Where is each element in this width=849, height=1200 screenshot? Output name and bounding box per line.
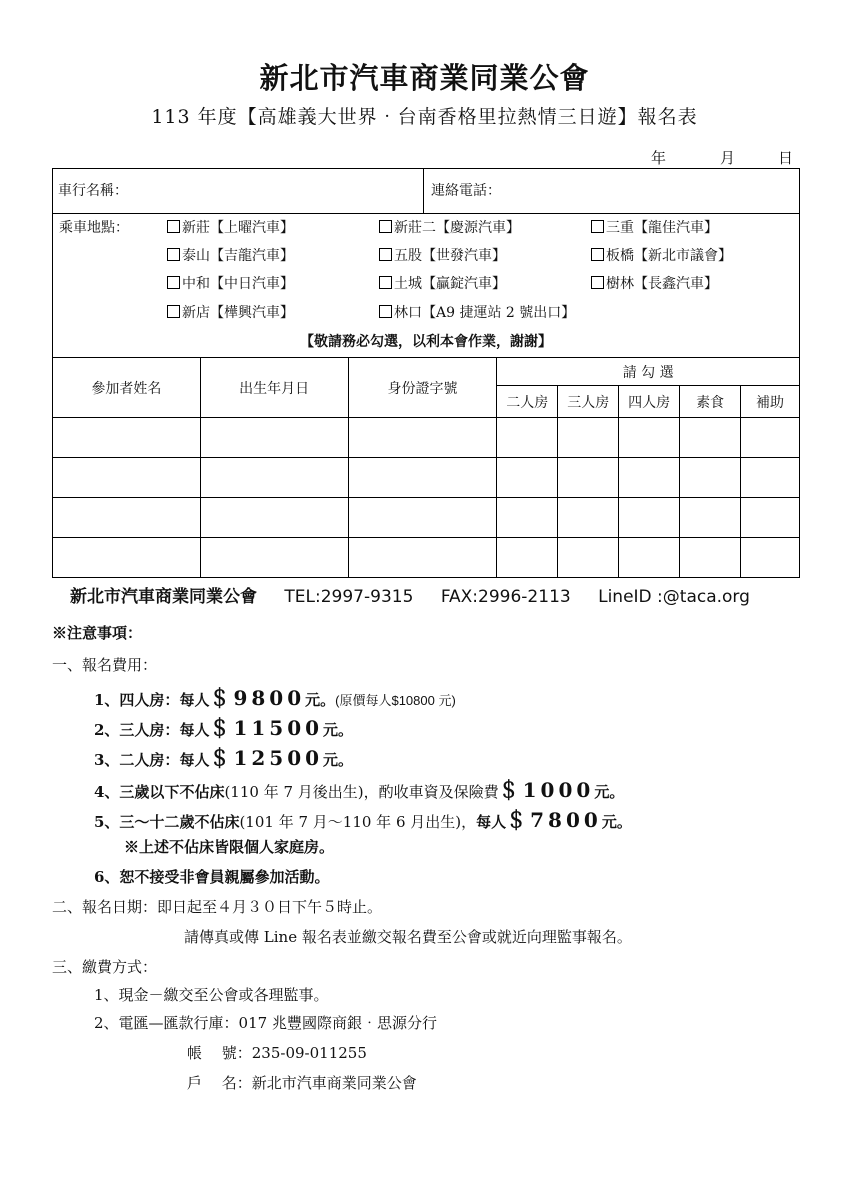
id-cell[interactable]: [348, 458, 497, 498]
pickup-option[interactable]: 樹林【長鑫汽車】: [591, 273, 718, 293]
form-subtitle: 113 年度【高雄義大世界‧台南香格里拉熱情三日遊】報名表: [151, 106, 698, 128]
pickup-option[interactable]: 泰山【吉龍汽車】: [167, 245, 294, 265]
participant-table: [52, 357, 800, 578]
check-cell[interactable]: [497, 458, 558, 498]
pickup-notice: 【敬請務必勾選，以利本會作業，謝謝】: [300, 334, 552, 350]
name-header: 參加者姓名: [53, 358, 201, 418]
check-cell[interactable]: [741, 458, 800, 498]
pickup-option[interactable]: 土城【贏錠汽車】: [379, 273, 506, 293]
date-year-label: 年: [651, 149, 667, 167]
name-cell[interactable]: [53, 538, 201, 578]
date-day-label: 日: [778, 149, 794, 167]
org-name: 新北市汽車商業同業公會: [70, 587, 257, 607]
birth-header: 出生年月日: [200, 358, 348, 418]
check-cell[interactable]: [619, 498, 680, 538]
divider: [423, 169, 424, 213]
checkbox[interactable]: [591, 220, 604, 233]
vegetarian-header: 素食: [680, 386, 741, 418]
table-row: [53, 538, 800, 578]
line-id-text: LineID :@taca.org: [598, 587, 750, 607]
id-cell[interactable]: [348, 538, 497, 578]
check-cell[interactable]: [497, 498, 558, 538]
check-cell[interactable]: [680, 498, 741, 538]
payment-title: 三、繳費方式：: [52, 958, 158, 976]
notes-heading: ※注意事項：: [52, 624, 143, 642]
fee-item-6: 6、恕不接受非會員親屬參加活動。: [94, 868, 330, 886]
check-cell[interactable]: [741, 538, 800, 578]
pickup-option[interactable]: 新店【樺興汽車】: [167, 302, 294, 322]
checkbox[interactable]: [167, 220, 180, 233]
check-cell[interactable]: [741, 498, 800, 538]
check-cell[interactable]: [619, 538, 680, 578]
check-cell[interactable]: [680, 458, 741, 498]
check-cell[interactable]: [497, 538, 558, 578]
checkbox[interactable]: [591, 276, 604, 289]
page-title: 新北市汽車商業同業公會: [259, 61, 590, 95]
id-cell[interactable]: [348, 418, 497, 458]
subsidy-header: 補助: [741, 386, 800, 418]
payment-cash: 1、現金－繳交至公會或各理監事。: [94, 986, 329, 1004]
check-cell[interactable]: [558, 538, 619, 578]
checkbox[interactable]: [167, 248, 180, 261]
checkbox[interactable]: [379, 276, 392, 289]
pickup-label: 乘車地點：: [59, 220, 129, 236]
pickup-option[interactable]: 新莊二【慶源汽車】: [379, 217, 520, 237]
pickup-section: [52, 213, 800, 358]
fax-text: FAX:2996-2113: [440, 587, 571, 607]
phone-label: 連絡電話：: [431, 183, 501, 199]
checkbox[interactable]: [379, 248, 392, 261]
checkbox[interactable]: [167, 276, 180, 289]
company-phone-row: [52, 168, 800, 214]
table-row: [53, 498, 800, 538]
name-cell[interactable]: [53, 418, 201, 458]
deadline: 二、報名日期：即日起至４月３０日下午５時止。: [52, 898, 383, 916]
pickup-option[interactable]: 林口【A9 捷運站 2 號出口】: [379, 302, 575, 322]
checkbox[interactable]: [379, 220, 392, 233]
table-row: [53, 418, 800, 458]
payment-transfer: 2、電匯—匯款行庫：017 兆豐國際商銀‧思源分行: [94, 1014, 437, 1032]
quad-room-header: 四人房: [619, 386, 680, 418]
id-header: 身份證字號: [348, 358, 497, 418]
pickup-option[interactable]: 三重【龍佳汽車】: [591, 217, 718, 237]
check-cell[interactable]: [741, 418, 800, 458]
pickup-option[interactable]: 中和【中日汽車】: [167, 273, 294, 293]
check-cell[interactable]: [497, 418, 558, 458]
check-cell[interactable]: [558, 458, 619, 498]
birth-cell[interactable]: [200, 538, 348, 578]
account-number: 帳 號：235-09-011255: [187, 1044, 367, 1062]
company-name-label: 車行名稱：: [58, 183, 128, 199]
deadline-note: 請傳真或傳 Line 報名表並繳交報名費至公會或就近向理監事報名。: [184, 928, 632, 946]
check-cell[interactable]: [619, 418, 680, 458]
fee-item-5: 5、三～十二歲不佔床(101 年 7 月～110 年 6 月出生)，每人＄7800元。: [94, 808, 632, 832]
birth-cell[interactable]: [200, 458, 348, 498]
fee-remark: ※上述不佔床皆限個人家庭房。: [124, 838, 335, 856]
check-cell[interactable]: [680, 418, 741, 458]
date-month-label: 月: [720, 149, 736, 167]
tel-text: TEL:2997-9315: [284, 587, 414, 607]
check-cell[interactable]: [558, 498, 619, 538]
table-row: [53, 458, 800, 498]
birth-cell[interactable]: [200, 498, 348, 538]
check-cell[interactable]: [558, 418, 619, 458]
contact-line: [70, 582, 750, 607]
account-holder: 戶 名：新北市汽車商業同業公會: [187, 1074, 417, 1092]
fee-item-3: 3、二人房：每人＄12500元。: [94, 746, 354, 770]
pickup-option[interactable]: 五股【世發汽車】: [379, 245, 506, 265]
pickup-option[interactable]: 板橋【新北市議會】: [591, 245, 732, 265]
birth-cell[interactable]: [200, 418, 348, 458]
checkbox[interactable]: [591, 248, 604, 261]
fee-item-4: 4、三歲以下不佔床(110 年 7 月後出生)，酌收車資及保險費＄1000元。: [94, 778, 625, 802]
name-cell[interactable]: [53, 458, 201, 498]
name-cell[interactable]: [53, 498, 201, 538]
check-cell[interactable]: [680, 538, 741, 578]
checkbox[interactable]: [167, 305, 180, 318]
id-cell[interactable]: [348, 498, 497, 538]
fee-item-1: 1、四人房：每人＄9800元。(原價每人$10800 元): [94, 686, 456, 710]
triple-room-header: 三人房: [558, 386, 619, 418]
check-cell[interactable]: [619, 458, 680, 498]
fee-title: 一、報名費用：: [52, 656, 158, 674]
double-room-header: 二人房: [497, 386, 558, 418]
pickup-option[interactable]: 新莊【上曜汽車】: [167, 217, 294, 237]
check-header: 請 勾 選: [497, 358, 800, 386]
fee-item-2: 2、三人房：每人＄11500元。: [94, 716, 354, 740]
checkbox[interactable]: [379, 305, 392, 318]
